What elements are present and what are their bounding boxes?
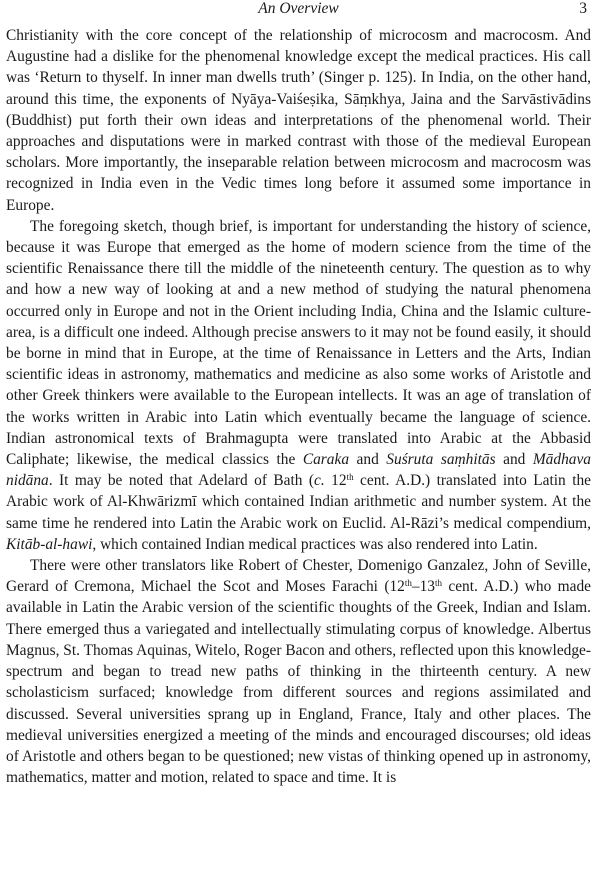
superscript-ordinal: th <box>434 578 442 589</box>
paragraph-text: Christianity with the core concept of the relationship of microcosm and macrocosm. And Augustine had a dislike for the phenomenal knowledge except the medical practices. His call was ‘Return to thyself. In inner man dwells truth’ (Singer p. 125). In India, on the other hand, around this time, the exponents of Nyāya-Vaiśeṣika, Sāṃkhya, Jaina and the Sarvāstivādins (Buddhist) put forth their own ideas and interpretations of the phenomenal world. Their approaches and disputations were in marked contrast with those of the medieval European scholars. More importantly, the inseparable relation between microcosm and macrocosm was recognized in India even in the Vedic times long before it assumed some importance in Europe. <box>6 27 591 214</box>
paragraph-text: 12 <box>324 472 347 490</box>
paragraph-text: –13 <box>411 578 435 596</box>
body-text <box>6 25 591 788</box>
paragraph-text: and <box>495 451 533 469</box>
italic-title-susruta: Suśruta saṃhitās <box>386 451 496 469</box>
italic-title-madhava: Mādhava nidāna <box>6 451 591 490</box>
paragraph-text: . It may be noted that Adelard of Bath ( <box>48 472 315 490</box>
italic-circa: c. <box>314 472 325 490</box>
paragraph-1 <box>6 25 591 216</box>
paragraph-text: , which contained Indian medical practices was also rendered into Latin. <box>92 535 538 553</box>
page-number: 3 <box>579 0 587 17</box>
paragraph-3 <box>6 555 591 788</box>
paragraph-text: cent. A.D.) who made available in Latin the Arabic version of the scientific thoughts of the Greek, Indian and Islam. There emerged thus a variegated and intellectually stimulating corpus of knowledge. Albertus Magnus, St. Thomas Aquinas, Witelo, Roger Bacon and others, reflected upon this knowledge-spectrum and began to tread new paths of thinking in the thirteenth century. A new scholasticism surfaced; knowledge from different sources and regions assimilated and discussed. Several universities sprang up in England, France, Italy and other places. The medieval universities energized a meeting of the minds and encouraged discourses; old ideas of Aristotle and others began to be questioned; new vistas of thinking opened up in astronomy, mathematics, matter and motion, related to space and time. It is <box>6 578 592 787</box>
superscript-ordinal: th <box>404 578 412 589</box>
italic-title-kitab: Kitāb-al-hawi <box>6 535 93 553</box>
italic-title-caraka: Caraka <box>302 451 350 469</box>
paragraph-text: The foregoing sketch, though brief, is important for understanding the history of science, because it was Europe that emerged as the home of modern science from the time of the scientific Renaissance there till the middle of the nineteenth century. The question as to why and how a new way of looking at and a new method of studying the natural phenomena occurred only in Europe and not in the Orient including India, China and the Islamic culture-area, is a difficult one indeed. Although precise answers to it may not be found easily, it should be borne in mind that in Europe, at the time of Renaissance in Letters and the Arts, Indian scientific ideas in astronomy, mathematics and medicine as also some works of Aristotle and other Greek thinkers were available to the European intellects. It was an age of translation of the works written in Arabic into Latin which eventually became the language of science. Indian astronomical texts of Brahmagupta were translated into Arabic at the Abbasid Caliphate; likewise, the medical classics the <box>6 217 591 469</box>
running-head <box>6 0 591 22</box>
superscript-ordinal: th <box>346 472 354 483</box>
paragraph-text: cent. A.D.) translated into Latin the Arabic work of Al-Khwārizmī which contained Indian arithmetic and number system. At the same time he rendered into Latin the Arabic work on Euclid. Al-Rāzi’s medical compendium, <box>6 472 591 532</box>
running-title: An Overview <box>258 0 339 17</box>
paragraph-text: There were other translators like Robert of Chester, Domenigo Ganzalez, John of Seville, Gerard of Cremona, Michael the Scot and Moses Farachi (12 <box>6 557 591 596</box>
paragraph-text: and <box>349 451 387 469</box>
paragraph-2 <box>6 216 591 555</box>
